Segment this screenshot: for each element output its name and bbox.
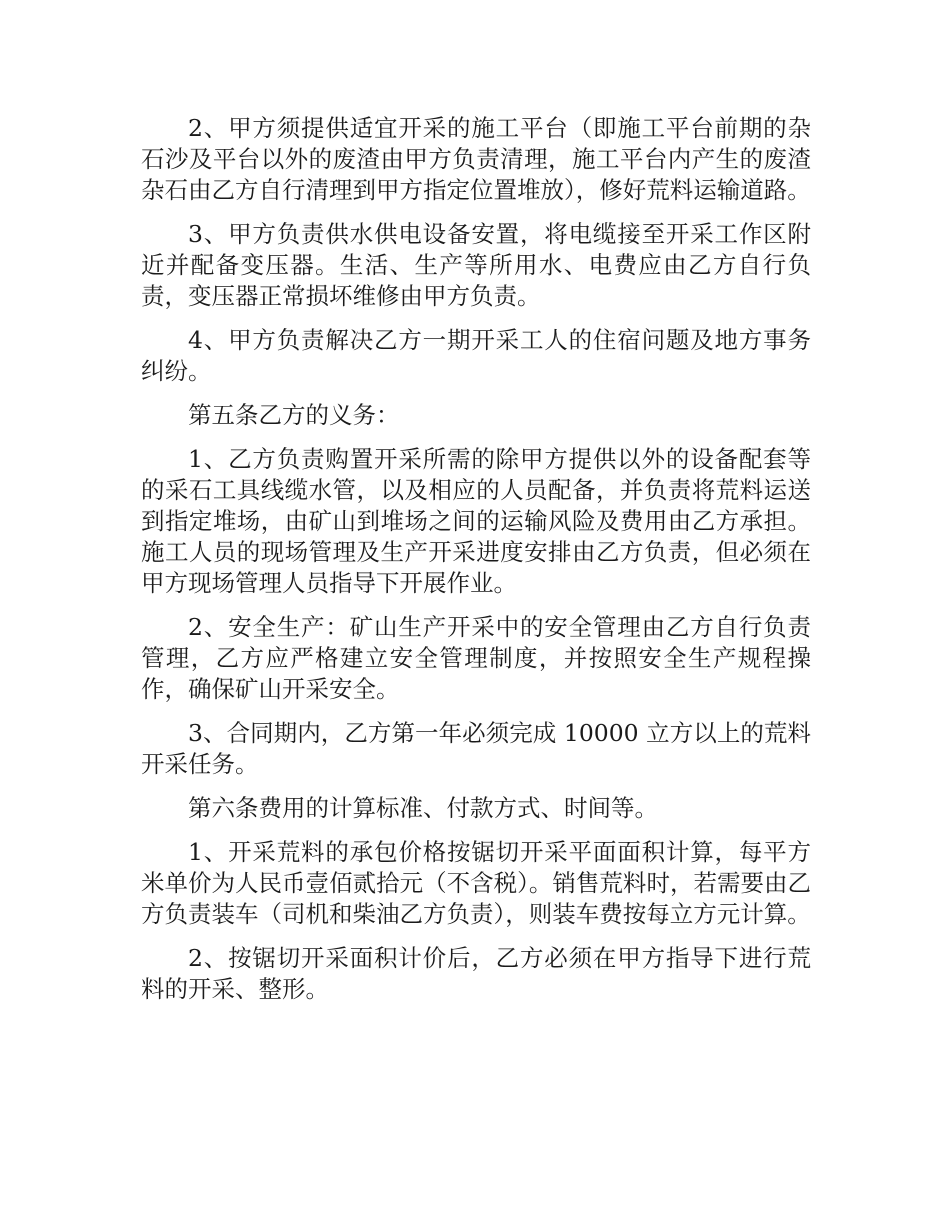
heading-article-6: 第六条费用的计算标准、付款方式、时间等。 (188, 794, 658, 822)
paragraph-party-b-safety: 2、安全生产：矿山生产开采中的安全管理由乙方自行负责管理，乙方应严格建立安全管理制度，并按照安全生产规程操作，确保矿山开采安全。 (141, 613, 811, 703)
paragraph-party-b-equipment: 1、乙方负责购置开采所需的除甲方提供以外的设备配套等的采石工具线缆水管，以及相应的人员配备，并负责将荒料运送到指定堆场，由矿山到堆场之间的运输风险及费用由乙方承担。施工人员的现场管理及生产开采进度安排由乙方负责，但必须在甲方现场管理人员指导下开展作业。 (141, 445, 811, 597)
paragraph-party-b-quota: 3、合同期内，乙方第一年必须完成 10000 立方以上的荒料开采任务。 (141, 719, 811, 778)
paragraph-party-a-platform: 2、甲方须提供适宜开采的施工平台（即施工平台前期的杂石沙及平台以外的废渣由甲方负责清理，施工平台内产生的废渣杂石由乙方自行清理到甲方指定位置堆放），修好荒料运输道路。 (141, 114, 811, 204)
paragraph-pricing: 1、开采荒料的承包价格按锯切开采平面面积计算，每平方米单价为人民币壹佰贰拾元（不含税）。销售荒料时，若需要由乙方负责装车（司机和柴油乙方负责），则装车费按每立方元计算。 (141, 838, 811, 928)
document-page (141, 113, 811, 1018)
paragraph-party-a-power-supply: 3、甲方负责供水供电设备安置，将电缆接至开采工作区附近并配备变压器。生活、生产等所用水、电费应由乙方自行负责，变压器正常损坏维修由甲方负责。 (141, 220, 811, 310)
heading-article-5: 第五条乙方的义务： (188, 401, 400, 429)
paragraph-shaping: 2、按锯切开采面积计价后，乙方必须在甲方指导下进行荒料的开采、整形。 (141, 944, 811, 1003)
paragraph-party-a-housing: 4、甲方负责解决乙方一期开采工人的住宿问题及地方事务纠纷。 (141, 326, 811, 385)
